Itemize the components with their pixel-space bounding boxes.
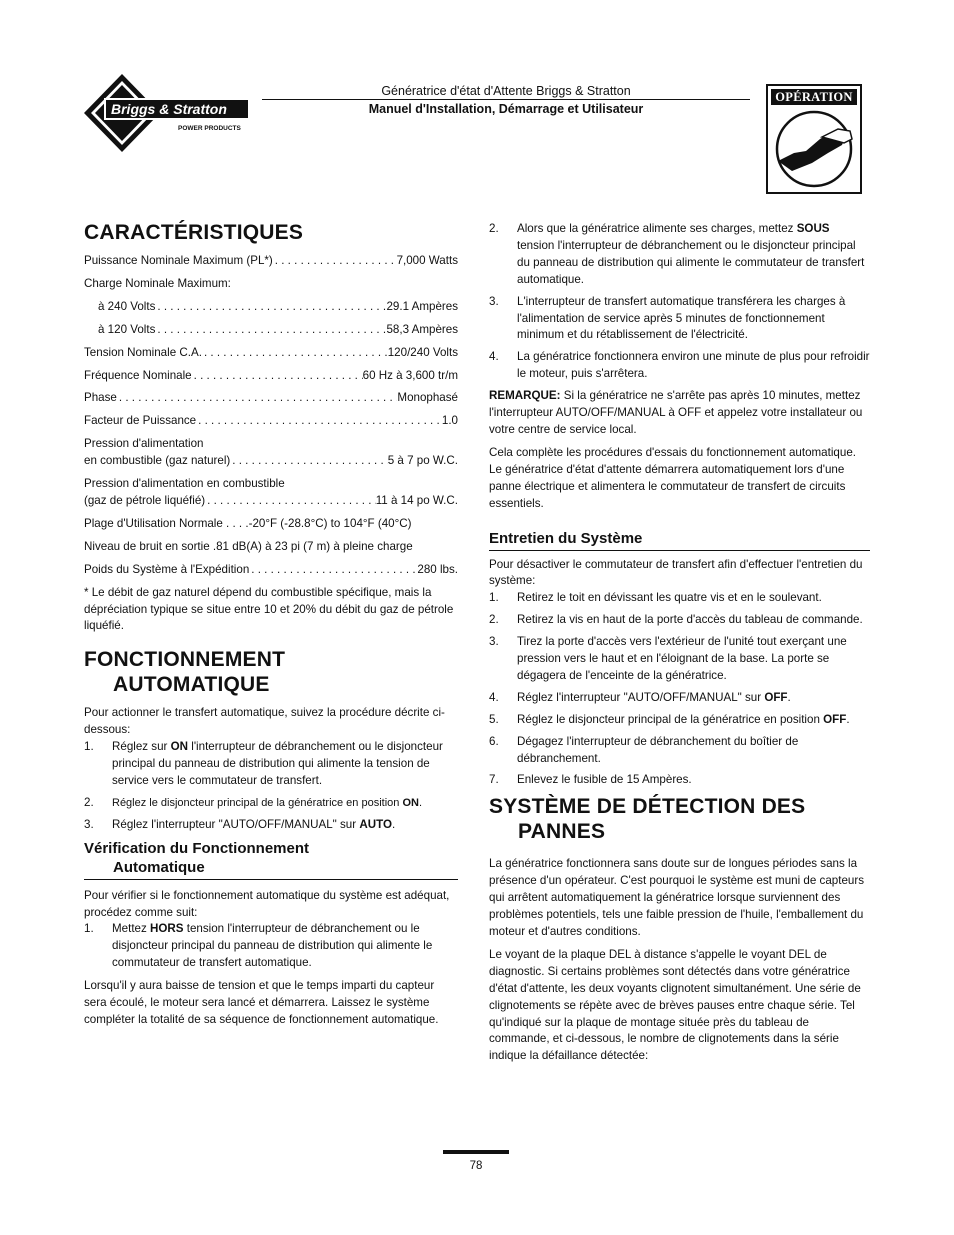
list-item — [489, 294, 870, 345]
step-text: Réglez le disjoncteur principal de la génératrice en position — [517, 712, 824, 726]
spec-puissance — [84, 253, 458, 270]
spec-label: en combustible (gaz naturel) — [84, 454, 231, 468]
step-number: 4. — [489, 350, 499, 364]
step-number: 3. — [84, 817, 94, 831]
spec-120v — [84, 322, 458, 339]
heading-detection-pannes — [489, 794, 870, 844]
pannes-paragraph-2: Le voyant de la plaque DEL à distance s'appelle le voyant DEL de diagnostic. Si certains problèmes sont détectés dans votre génératrice d'état d'attente, les deux voyants clignotent simultanément. Une série de clignotements se répète avec de brèves pauses entre chaque série. Tel qu'indiqué sur la plaque de montage située près du tableau de commande, et ci-dessous, le nombre de clignotements dans la série indique la défaillance détectée: — [489, 947, 861, 1063]
right-column — [489, 221, 870, 1065]
step-text: . — [391, 817, 396, 831]
step-number: 5. — [489, 712, 499, 726]
step-number: 3. — [489, 635, 499, 649]
step-text: Réglez sur — [112, 740, 171, 754]
spec-value: 11 à 14 po W.C. — [375, 493, 458, 507]
spec-charge-label: Charge Nominale Maximum: — [84, 276, 231, 290]
remarque-label: REMARQUE: — [489, 389, 561, 403]
list-item — [84, 795, 458, 812]
step-text: Réglez le disjoncteur principal de la génératrice en position — [112, 796, 403, 809]
spec-value: 280 lbs. — [417, 562, 458, 576]
spec-phase — [84, 390, 458, 407]
step-bold: SOUS — [796, 222, 830, 235]
step-text: . — [846, 712, 850, 726]
spec-label: Facteur de Puissance — [84, 414, 197, 428]
list-item — [489, 734, 870, 768]
list-item — [489, 349, 870, 383]
heading-line: SYSTÈME DE DÉTECTION DES — [489, 795, 806, 819]
step-number: 6. — [489, 734, 499, 748]
step-text: Retirez le toit en dévissant les quatre vis et en le soulevant. — [517, 591, 822, 605]
step-text: l'interrupteur de débranchement ou le disjoncteur principal du panneau de distribution qui alimente la tension de service vers le commutateur de transfert. — [112, 740, 443, 787]
verif-steps — [84, 921, 458, 972]
heading-line: FONCTIONNEMENT — [84, 648, 286, 672]
heading-verification — [84, 839, 458, 880]
verif-intro: Pour vérifier si le fonctionnement automatique du système est adéquat, procédez comme suit: — [84, 888, 450, 919]
heading-line: PANNES — [518, 820, 606, 844]
spec-tension — [84, 345, 458, 362]
spec-240v — [84, 299, 458, 316]
list-item — [489, 772, 870, 789]
list-item — [489, 612, 870, 629]
operation-badge — [766, 84, 862, 194]
step-text: Tirez la porte d'accès vers l'extérieur de l'unité tout exerçant une pression vers le haut et en l'éloignant de la base. La porte se dégagera de l'enceinte de la génératrice. — [517, 635, 847, 682]
heading-caracteristiques: CARACTÉRISTIQUES — [84, 221, 304, 244]
step-text: L'interrupteur de transfert automatique transférera les charges à l'alimentation de service après 5 minutes de fonctionnement minimum et du rétablissement de l'électricité. — [517, 294, 846, 342]
step-text: Réglez l'interrupteur "AUTO/OFF/MANUAL" sur — [112, 817, 360, 831]
step-bold: OFF — [764, 690, 788, 704]
entretien-steps — [489, 590, 870, 789]
hand-switch-icon — [772, 109, 856, 190]
remarque-text: Si la génératrice ne s'arrête pas après 10 minutes, mettez l'interrupteur AUTO/OFF/MANUAL à OFF et appelez votre installateur ou votre centre de service local. — [489, 389, 863, 436]
step-text: . — [787, 690, 791, 704]
list-item — [489, 690, 870, 707]
spec-label: à 240 Volts — [98, 299, 156, 313]
spec-label: Puissance Nominale Maximum (PL*) — [84, 254, 273, 267]
step-text: . — [418, 796, 423, 809]
step-number: 7. — [489, 773, 499, 787]
step-number: 1. — [84, 922, 94, 936]
step-number: 2. — [84, 795, 94, 809]
spec-value: 120/240 Volts — [387, 345, 458, 359]
page-number-bar — [443, 1150, 509, 1154]
step-text: Réglez l'interrupteur "AUTO/OFF/MANUAL" sur — [517, 690, 765, 704]
step-text: Dégagez l'interrupteur de débranchement du boîtier de débranchement. — [517, 734, 799, 765]
spec-label: (gaz de pétrole liquéfié) — [84, 493, 206, 507]
list-item — [84, 739, 458, 790]
spec-value: Monophasé — [397, 391, 458, 405]
step-number: 1. — [489, 591, 499, 605]
step-text: tension l'interrupteur de débranchement ou le disjoncteur principal du panneau de distribution qui alimente le commutateur de transfert automatique. — [517, 238, 865, 286]
verif-paragraph: Lorsqu'il y aura baisse de tension et que le temps imparti du capteur sera écoulé, le moteur sera lancé et démarrera. Laissez le système compléter la totalité de sa séquence de fonctionnement automatique. — [84, 979, 439, 1026]
spec-poids — [84, 562, 458, 579]
spec-label: Fréquence Nominale — [84, 368, 192, 382]
step-number: 2. — [489, 613, 499, 627]
list-item — [489, 712, 870, 729]
list-item — [84, 921, 458, 972]
spec-value: 60 Hz à 3,600 tr/m — [362, 368, 458, 382]
spec-bruit: Niveau de bruit en sortie .81 dB(A) à 23 pi (7 m) à pleine charge — [84, 539, 413, 553]
spec-label: Tension Nominale C.A. — [84, 345, 202, 359]
spec-value: 7,000 Watts — [396, 254, 458, 267]
spec-plage: Plage d'Utilisation Normale . . . .-20°F (-28.8°C) to 104°F (40°C) — [84, 516, 412, 530]
page-number: 78 — [469, 1160, 483, 1172]
spec-value: 1.0 — [441, 414, 458, 428]
step-bold: ON — [402, 796, 419, 809]
briggs-stratton-logo — [82, 72, 254, 154]
spec-value: 29.1 Ampères — [386, 299, 458, 313]
heading-fonctionnement-automatique — [84, 647, 458, 697]
heading-line: Vérification du Fonctionnement — [84, 839, 310, 857]
spec-facteur — [84, 413, 458, 430]
operation-badge-label: OPÉRATION — [771, 89, 857, 105]
heading-line: Automatique — [113, 858, 205, 876]
step-text: tension l'interrupteur de débranchement ou le disjoncteur principal du panneau de distribution qui alimente le commutateur de transfert automatique. — [112, 922, 433, 970]
auto-intro: Pour actionner le transfert automatique, suivez la procédure décrite ci-dessous: — [84, 706, 445, 737]
list-item — [84, 817, 458, 834]
spec-label: Poids du Système à l'Expédition — [84, 562, 250, 576]
step-text: Retirez la vis en haut de la porte d'accès du tableau de commande. — [517, 613, 863, 627]
spec-label-line: Pression d'alimentation en combustible — [84, 477, 285, 491]
step-bold: HORS — [150, 922, 184, 936]
spec-frequence — [84, 368, 458, 385]
list-item — [489, 590, 870, 607]
header-subtitle: Manuel d'Installation, Démarrage et Utilisateur — [368, 102, 644, 116]
entretien-intro: Pour désactiver le commutateur de transfert afin d'effectuer l'entretien du système: — [489, 557, 863, 588]
step-number: 3. — [489, 294, 499, 308]
header-rule — [262, 99, 750, 100]
spec-label: Phase — [84, 391, 117, 405]
spec-value: 58,3 Ampères — [386, 322, 458, 336]
spec-label: à 120 Volts — [98, 322, 156, 336]
spec-value: 5 à 7 po W.C. — [387, 454, 458, 468]
spec-footnote: * Le débit de gaz naturel dépend du combustible spécifique, mais la dépréciation typique se situe entre 10 et 20% du débit du gaz de pétrole liquéfié. — [84, 585, 454, 633]
step-bold: AUTO — [359, 817, 392, 831]
step-text: Mettez — [112, 922, 151, 936]
list-item — [489, 634, 870, 685]
heading-line: AUTOMATIQUE — [113, 673, 270, 697]
step-bold: OFF — [823, 712, 847, 726]
auto-steps — [84, 739, 458, 834]
heading-entretien: Entretien du Système — [489, 529, 870, 551]
spec-pression-gaz-naturel — [84, 436, 458, 470]
list-item — [489, 221, 870, 289]
step-number: 2. — [489, 222, 499, 235]
step-number: 4. — [489, 690, 499, 704]
remarque-note — [489, 388, 870, 439]
left-column — [84, 220, 458, 1029]
step-number: 1. — [84, 740, 94, 754]
step-text: Enlevez le fusible de 15 Ampères. — [517, 773, 692, 787]
spec-label-line: Pression d'alimentation — [84, 437, 204, 451]
pannes-paragraph-1: La génératrice fonctionnera sans doute sur de longues périodes sans la présence d'un opérateur. C'est pourquoi le système est muni de capteurs qui arrêtent automatiquement la génératrice lorsque surviennent des problèmes potentiels, tels une faible pression de l'huile, l'emballement du moteur et d'autres conditions. — [489, 857, 864, 938]
step-text: La génératrice fonctionnera environ une minute de plus pour refroidir le moteur, puis s'arrêtera. — [517, 350, 870, 381]
step-bold: ON — [170, 740, 189, 754]
step-text: Alors que la génératrice alimente ses charges, mettez — [517, 222, 797, 235]
verif-steps-continued — [489, 221, 870, 383]
spec-pression-gpl — [84, 476, 458, 510]
logo-wordmark: Briggs & Stratton — [111, 101, 227, 117]
header-title: Génératrice d'état d'Attente Briggs & Stratton — [381, 84, 631, 98]
cela-paragraph: Cela complète les procédures d'essais du fonctionnement automatique. Le génératrice d'état d'attente démarrera automatiquement lors d'une panne électrique et alimentera le commutateur de transfert de circuits essentiels. — [489, 445, 856, 510]
logo-subtext: POWER PRODUCTS — [178, 125, 241, 132]
